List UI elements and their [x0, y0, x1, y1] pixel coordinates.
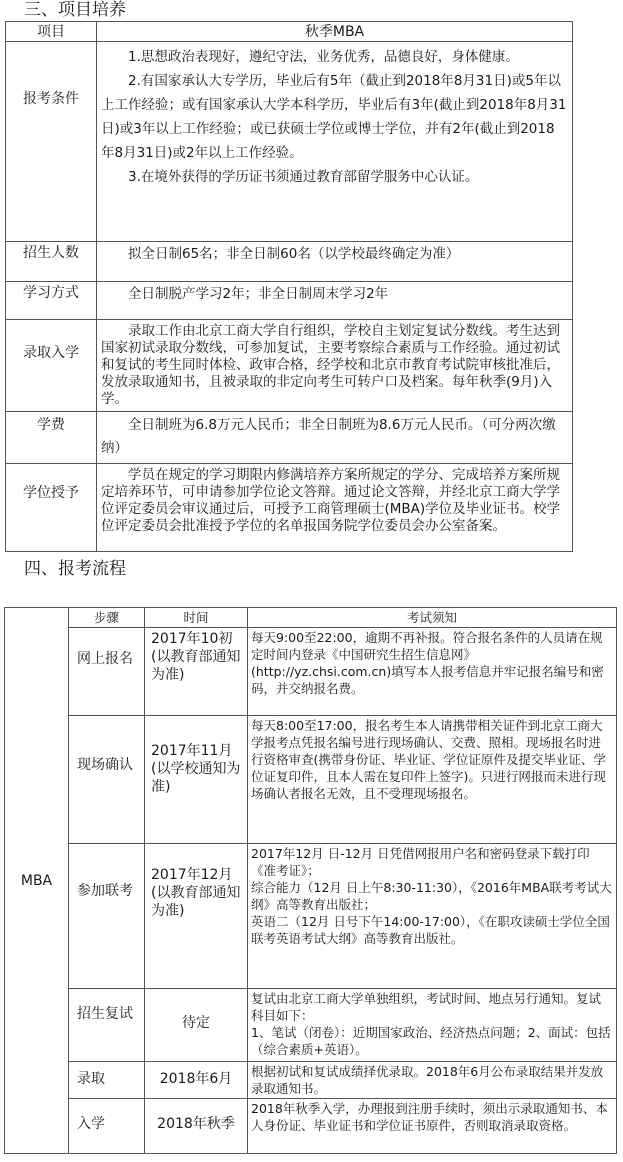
time-cell: 2017年10初(以教育部通知为准)	[145, 628, 248, 716]
process-row	[5, 844, 617, 989]
paragraph: 拟全日制65名；非全日制60名（以学校最终确定为准）	[128, 246, 460, 262]
training-row	[6, 282, 573, 320]
process-row	[5, 1099, 617, 1154]
paragraph: 2.有国家承认大专学历，毕业后有5年（截止到2018年8月31日)或5年以上工作经验；或有国家承认大学本科学历，毕业后有3年(截止到2018年8月31日)或3年以上工作经验；或已获硕士学位或博士学位，并有2年(截止到2018年8月31日)或2年以上工作经验。	[101, 73, 567, 161]
program-cell: MBA	[5, 608, 69, 1154]
note-line: 复试由北京工商大学单独组织，考试时间、地点另行通知。复试科目如下：	[251, 991, 602, 1023]
section3-heading: 三、项目培养	[24, 0, 126, 20]
training-row	[6, 464, 573, 552]
process-header-row	[5, 608, 617, 628]
paragraph: 学员在规定的学习期限内修满培养方案所规定的学分、完成培养方案所规定培养环节，可申请参加学位论文答辩。通过论文答辩，并经北京工商大学学位评定委员会审议通过后，可授予工商管理硕士(MBA)学位及毕业证书。校学位评定委员会批准授予学位的名单报国务院学位委员会办公室备案。	[101, 467, 561, 534]
time-cell: 2018年6月	[145, 1062, 248, 1099]
time-cell: 2017年12月(以教育部通知为准)	[145, 844, 248, 989]
process-row	[5, 716, 617, 844]
paragraph: 全日制班为6.8万元人民币；非全日制班为8.6万元人民币。（可分两次缴纳）	[101, 417, 556, 456]
training-header-row	[6, 22, 573, 42]
note-line: 1、笔试（闭卷）：近期国家政治、经济热点问题；2、面试：包括（综合素质+英语）。	[251, 1025, 611, 1057]
note-line: 综合能力（12月 日上午8:30-11:30），《2016年MBA联考考试大纲》高等教育出版社；	[251, 880, 612, 912]
note-line: 2017年12月 日-12月 日凭借网报用户名和密码登录下载打印《准考证》；	[251, 846, 590, 878]
training-row	[6, 42, 573, 242]
process-row	[5, 1062, 617, 1099]
row-label-study-mode: 学习方式	[6, 282, 97, 320]
process-table	[4, 607, 617, 1154]
step-cell: 参加联考	[69, 844, 145, 989]
notes-cell	[248, 844, 617, 989]
step-cell: 录取	[69, 1062, 145, 1099]
header-step: 步骤	[69, 608, 145, 628]
row-label-degree: 学位授予	[6, 464, 97, 552]
row-content-tuition	[97, 412, 573, 464]
paragraph: 全日制脱产学习2年；非全日制周末学习2年	[128, 286, 389, 302]
row-content-admission	[97, 320, 573, 412]
header-program: 秋季MBA	[97, 22, 573, 42]
notes-cell	[248, 628, 617, 716]
process-row	[5, 628, 617, 716]
step-cell: 入学	[69, 1099, 145, 1154]
notes-cell	[248, 989, 617, 1062]
training-row	[6, 242, 573, 282]
time-cell: 2017年11月(以学校通知为准)	[145, 716, 248, 844]
note-line: 英语二（12月 日号下午14:00-17:00），《在职攻读硕士学位全国联考英语考试大纲》高等教育出版社。	[251, 914, 610, 946]
row-content-enrollment	[97, 242, 573, 282]
training-row	[6, 412, 573, 464]
notes-cell	[248, 1062, 617, 1099]
process-row	[5, 989, 617, 1062]
note-line: 每天8:00至17:00，报名考生本人请携带相关证件到北京工商大学报考点凭报名编号进行现场确认、交费、照相。现场报名时进行资格审查(携带身份证、毕业证、学位证原件及提交毕业证、学位证复印件，且本人需在复印件上签字)。只进行网报而未进行现场确认者报名无效，且不受理现场报名。	[251, 718, 606, 801]
row-label-admission: 录取入学	[6, 320, 97, 412]
notes-cell	[248, 716, 617, 844]
header-item: 项目	[6, 22, 97, 42]
training-row	[6, 320, 573, 412]
paragraph: 3.在境外获得的学历证书须通过教育部留学服务中心认证。	[128, 169, 479, 185]
row-content-degree	[97, 464, 573, 552]
notes-cell	[248, 1099, 617, 1154]
step-cell: 招生复试	[69, 989, 145, 1062]
row-label-requirements: 报考条件	[6, 42, 97, 242]
paragraph: 录取工作由北京工商大学自行组织，学校自主划定复试分数线。考生达到国家初试录取分数线，可参加复试，主要考察综合素质与工作经验。通过初试和复试的考生同时体检、政审合格，经学校和北京市教育考试院审核批准后，发放录取通知书，且被录取的非定向考生可转户口及档案。每年秋季(9月)入学。	[101, 323, 560, 407]
step-cell: 现场确认	[69, 716, 145, 844]
row-content-study-mode	[97, 282, 573, 320]
row-label-enrollment: 招生人数	[6, 242, 97, 282]
header-time: 时间	[145, 608, 248, 628]
note-line: 每天9:00至22:00，逾期不再补报。符合报名条件的人员请在规定时间内登录《中国研究生招生信息网》(http://yz.chsi.com.cn)填写本人报考信息并牢记报名编号和密码，并交纳报名费。	[251, 630, 604, 696]
note-line: 根据初试和复试成绩择优录取。2018年6月公布录取结果并发放录取通知书。	[251, 1064, 604, 1096]
row-content-requirements	[97, 42, 573, 242]
time-cell: 2018年秋季	[145, 1099, 248, 1154]
time-cell: 待定	[145, 989, 248, 1062]
training-table	[5, 21, 573, 552]
header-notes: 考试须知	[248, 608, 617, 628]
section4-heading: 四、报考流程	[24, 559, 126, 579]
step-cell: 网上报名	[69, 628, 145, 716]
note-line: 2018年秋季入学，办理报到注册手续时，须出示录取通知书、本人身份证、毕业证书和学位证书原件，否则取消录取资格。	[251, 1101, 608, 1133]
row-label-tuition: 学费	[6, 412, 97, 464]
paragraph: 1.思想政治表现好，遵纪守法，业务优秀，品德良好，身体健康。	[128, 49, 519, 65]
